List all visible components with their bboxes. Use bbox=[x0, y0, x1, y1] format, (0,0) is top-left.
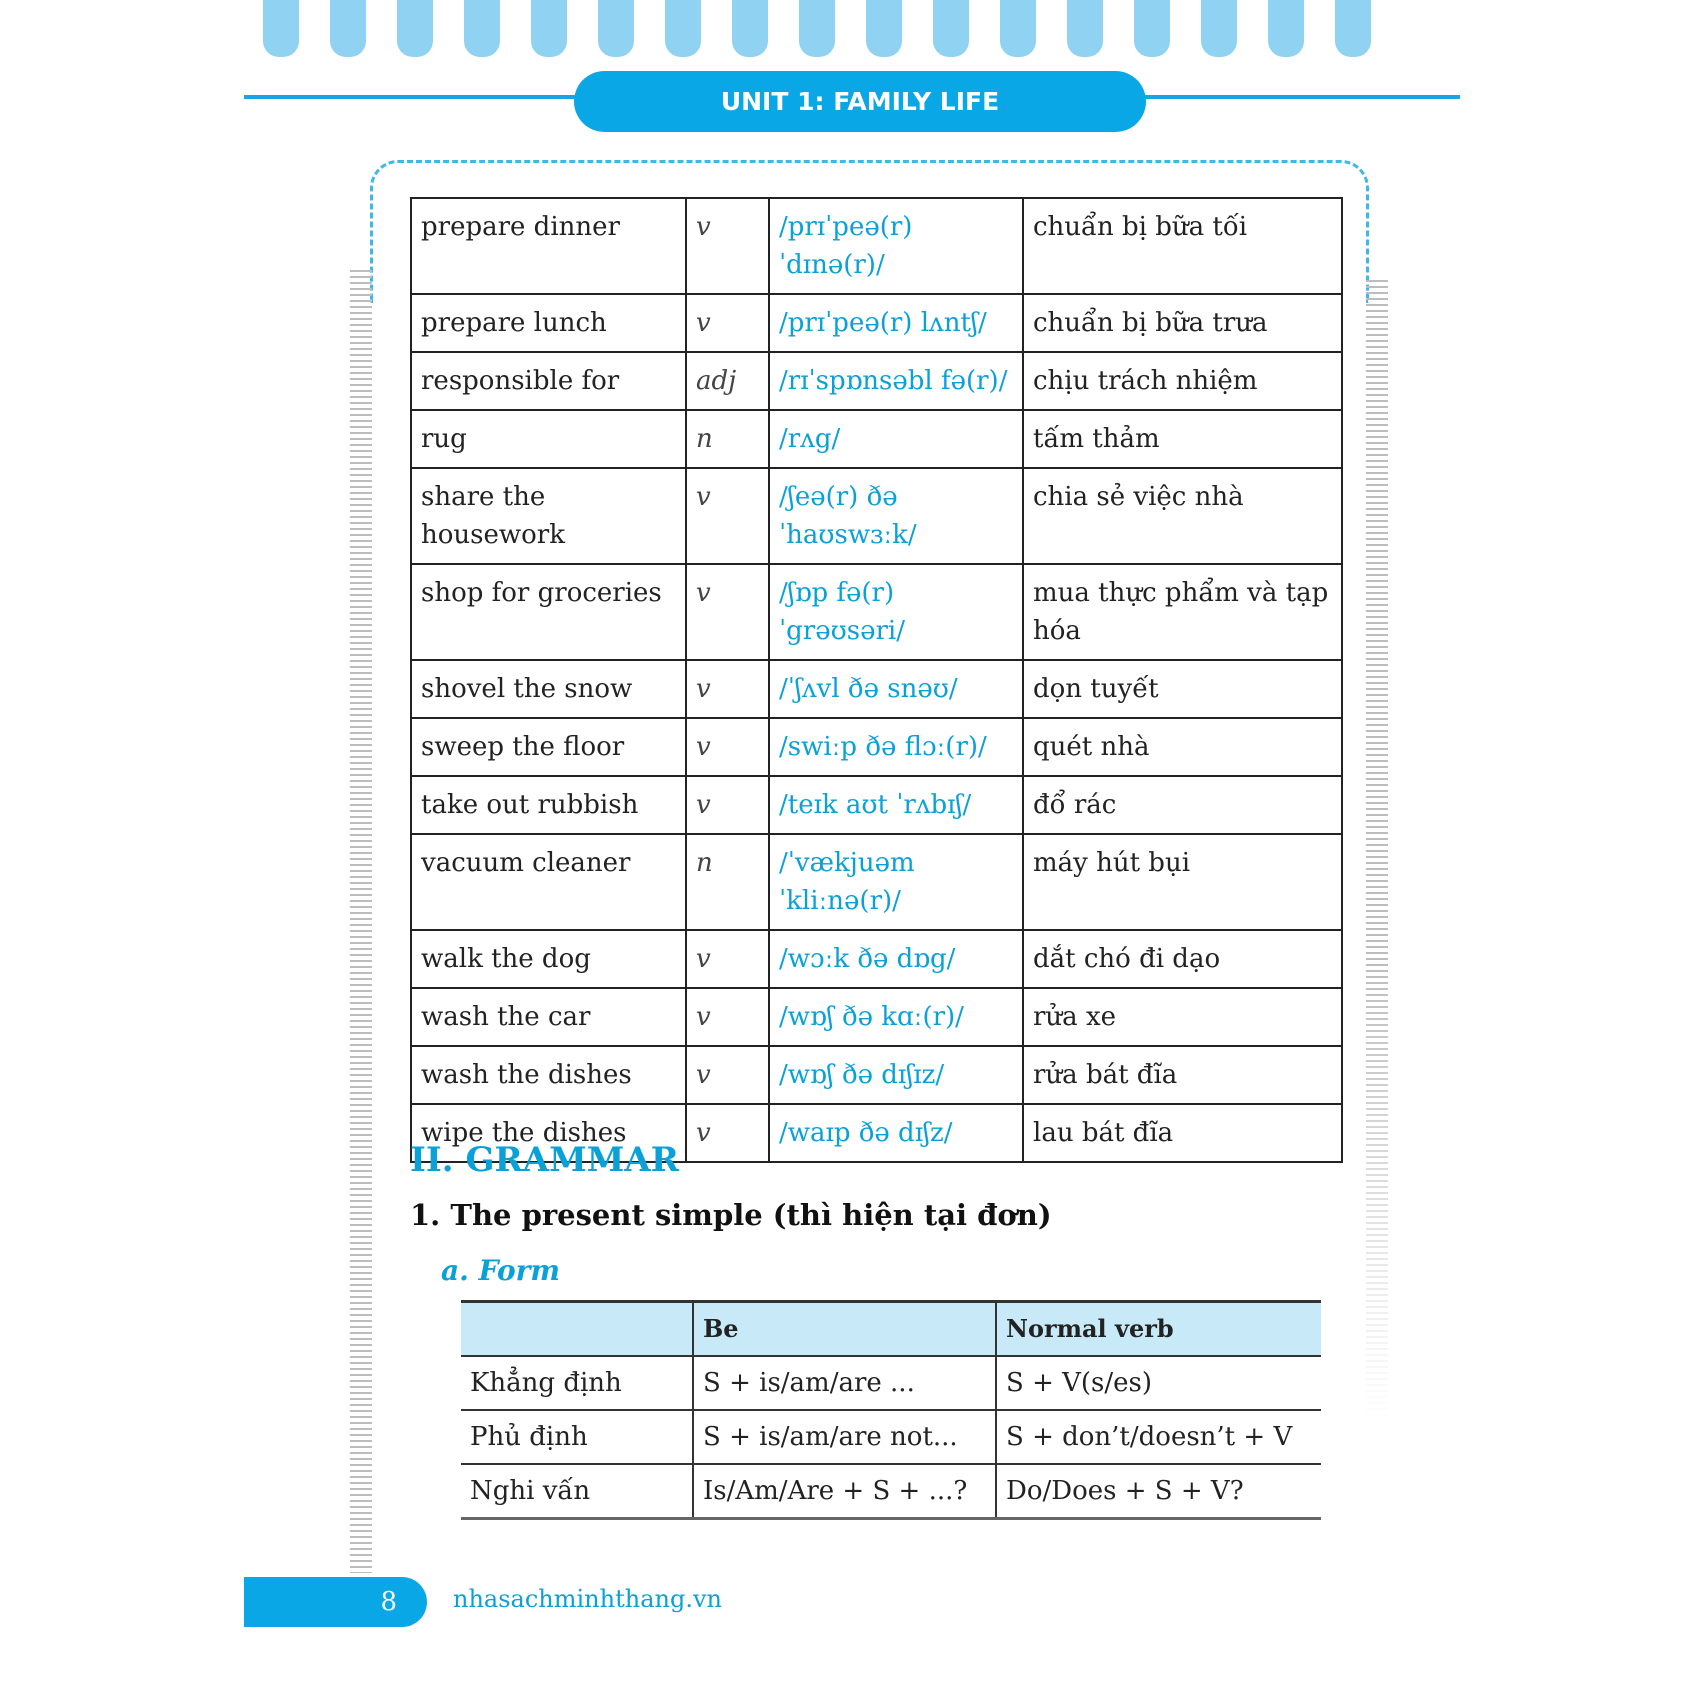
vocab-row bbox=[411, 718, 1342, 776]
vocab-word: shovel the snow bbox=[411, 660, 686, 718]
vocab-row bbox=[411, 294, 1342, 352]
vocab-type: v bbox=[686, 718, 769, 776]
form-cell: Do/Does + S + V? bbox=[996, 1464, 1321, 1519]
vocab-ipa: /rʌg/ bbox=[769, 410, 1023, 468]
vocab-row bbox=[411, 988, 1342, 1046]
vocab-meaning: lau bát đĩa bbox=[1023, 1104, 1342, 1162]
vocabulary-table bbox=[410, 197, 1343, 1163]
vocab-word: share the housework bbox=[411, 468, 686, 564]
page-number: 8 bbox=[244, 1577, 427, 1627]
vocab-word: take out rubbish bbox=[411, 776, 686, 834]
binder-tab bbox=[933, 0, 969, 57]
vocab-type: v bbox=[686, 660, 769, 718]
vocab-word: prepare dinner bbox=[411, 198, 686, 294]
binder-tab bbox=[531, 0, 567, 57]
vocab-ipa: /prɪˈpeə(r) ˈdɪnə(r)/ bbox=[769, 198, 1023, 294]
vocab-ipa: /waɪp ðə dɪʃz/ bbox=[769, 1104, 1023, 1162]
vocab-ipa: /ˈʃʌvl ðə snəʊ/ bbox=[769, 660, 1023, 718]
vocab-row bbox=[411, 352, 1342, 410]
form-table-header bbox=[461, 1302, 1321, 1357]
vocab-word: wash the car bbox=[411, 988, 686, 1046]
vocab-word: vacuum cleaner bbox=[411, 834, 686, 930]
vocab-meaning: chia sẻ việc nhà bbox=[1023, 468, 1342, 564]
vocab-meaning: chuẩn bị bữa trưa bbox=[1023, 294, 1342, 352]
binder-tab bbox=[799, 0, 835, 57]
binder-tab bbox=[330, 0, 366, 57]
vocab-ipa: /swiːp ðə flɔː(r)/ bbox=[769, 718, 1023, 776]
form-cell: S + don’t/doesn’t + V bbox=[996, 1410, 1321, 1464]
vocab-type: v bbox=[686, 930, 769, 988]
form-table bbox=[461, 1300, 1321, 1520]
vocab-row bbox=[411, 468, 1342, 564]
vocab-word: responsible for bbox=[411, 352, 686, 410]
vocab-meaning: rửa xe bbox=[1023, 988, 1342, 1046]
form-cell: S + V(s/es) bbox=[996, 1356, 1321, 1410]
vocab-type: v bbox=[686, 468, 769, 564]
binder-tab bbox=[732, 0, 768, 57]
form-table-row bbox=[461, 1356, 1321, 1410]
vocab-ipa: /teɪk aʊt ˈrʌbɪʃ/ bbox=[769, 776, 1023, 834]
vocab-meaning: chịu trách nhiệm bbox=[1023, 352, 1342, 410]
form-cell: S + is/am/are not... bbox=[693, 1410, 996, 1464]
form-header-cell: Be bbox=[693, 1302, 996, 1357]
vocab-type: v bbox=[686, 988, 769, 1046]
unit-title: UNIT 1: FAMILY LIFE bbox=[574, 71, 1146, 132]
vocab-word: wipe the dishes bbox=[411, 1104, 686, 1162]
vocab-word: walk the dog bbox=[411, 930, 686, 988]
vocab-meaning: đổ rác bbox=[1023, 776, 1342, 834]
binder-tab bbox=[1335, 0, 1371, 57]
binder-tab bbox=[1268, 0, 1304, 57]
vocab-word: rug bbox=[411, 410, 686, 468]
vocab-meaning: dắt chó đi dạo bbox=[1023, 930, 1342, 988]
vocab-row bbox=[411, 660, 1342, 718]
vocab-type: n bbox=[686, 834, 769, 930]
vocab-row bbox=[411, 1046, 1342, 1104]
vocab-ipa: /wɔːk ðə dɒg/ bbox=[769, 930, 1023, 988]
binder-tab bbox=[1134, 0, 1170, 57]
binder-tab bbox=[598, 0, 634, 57]
vocab-word: sweep the floor bbox=[411, 718, 686, 776]
vocab-meaning: máy hút bụi bbox=[1023, 834, 1342, 930]
vocab-row bbox=[411, 930, 1342, 988]
website-link[interactable]: nhasachminhthang.vn bbox=[453, 1585, 722, 1613]
binder-tab bbox=[665, 0, 701, 57]
grammar-heading: II. GRAMMAR bbox=[410, 1140, 680, 1180]
binder-tabs bbox=[263, 0, 1443, 60]
vocab-type: adj bbox=[686, 352, 769, 410]
vocab-ipa: /ʃeə(r) ðə ˈhaʊswɜːk/ bbox=[769, 468, 1023, 564]
form-cell: Is/Am/Are + S + ...? bbox=[693, 1464, 996, 1519]
form-header-cell: Normal verb bbox=[996, 1302, 1321, 1357]
vocab-meaning: chuẩn bị bữa tối bbox=[1023, 198, 1342, 294]
vocab-ipa: /ʃɒp fə(r) ˈgrəʊsəri/ bbox=[769, 564, 1023, 660]
form-table-row bbox=[461, 1464, 1321, 1519]
vocab-meaning: tấm thảm bbox=[1023, 410, 1342, 468]
binder-tab bbox=[1067, 0, 1103, 57]
vocab-meaning: mua thực phẩm và tạp hóa bbox=[1023, 564, 1342, 660]
form-cell: Phủ định bbox=[461, 1410, 693, 1464]
vocab-ipa: /wɒʃ ðə kɑː(r)/ bbox=[769, 988, 1023, 1046]
vocab-meaning: quét nhà bbox=[1023, 718, 1342, 776]
binder-tab bbox=[464, 0, 500, 57]
form-cell: S + is/am/are ... bbox=[693, 1356, 996, 1410]
binder-tab bbox=[263, 0, 299, 57]
binder-tab bbox=[866, 0, 902, 57]
vocab-type: v bbox=[686, 294, 769, 352]
vocab-ipa: /ˈvækjuəm ˈkliːnə(r)/ bbox=[769, 834, 1023, 930]
form-heading: a. Form bbox=[441, 1254, 561, 1287]
present-simple-heading: 1. The present simple (thì hiện tại đơn) bbox=[410, 1198, 1052, 1232]
form-table-row bbox=[461, 1410, 1321, 1464]
form-header-cell bbox=[461, 1302, 693, 1357]
vocab-row bbox=[411, 410, 1342, 468]
vocab-meaning: rửa bát đĩa bbox=[1023, 1046, 1342, 1104]
vocab-row bbox=[411, 776, 1342, 834]
vocab-row bbox=[411, 834, 1342, 930]
vocab-meaning: dọn tuyết bbox=[1023, 660, 1342, 718]
binder-tab bbox=[1000, 0, 1036, 57]
vocab-row bbox=[411, 198, 1342, 294]
form-cell: Khẳng định bbox=[461, 1356, 693, 1410]
vocab-ipa: /prɪˈpeə(r) lʌntʃ/ bbox=[769, 294, 1023, 352]
vocab-word: wash the dishes bbox=[411, 1046, 686, 1104]
vocab-row bbox=[411, 564, 1342, 660]
binder-tab bbox=[397, 0, 433, 57]
vocab-ipa: /wɒʃ ðə dɪʃɪz/ bbox=[769, 1046, 1023, 1104]
vocab-type: v bbox=[686, 564, 769, 660]
form-cell: Nghi vấn bbox=[461, 1464, 693, 1519]
right-tick-strip bbox=[1366, 280, 1388, 1420]
vocab-type: n bbox=[686, 410, 769, 468]
left-tick-strip bbox=[350, 270, 372, 1573]
vocab-word: prepare lunch bbox=[411, 294, 686, 352]
vocab-word: shop for groceries bbox=[411, 564, 686, 660]
vocab-type: v bbox=[686, 1046, 769, 1104]
binder-tab bbox=[1201, 0, 1237, 57]
vocab-type: v bbox=[686, 1104, 769, 1162]
vocab-type: v bbox=[686, 776, 769, 834]
vocab-ipa: /rɪˈspɒnsəbl fə(r)/ bbox=[769, 352, 1023, 410]
vocab-type: v bbox=[686, 198, 769, 294]
